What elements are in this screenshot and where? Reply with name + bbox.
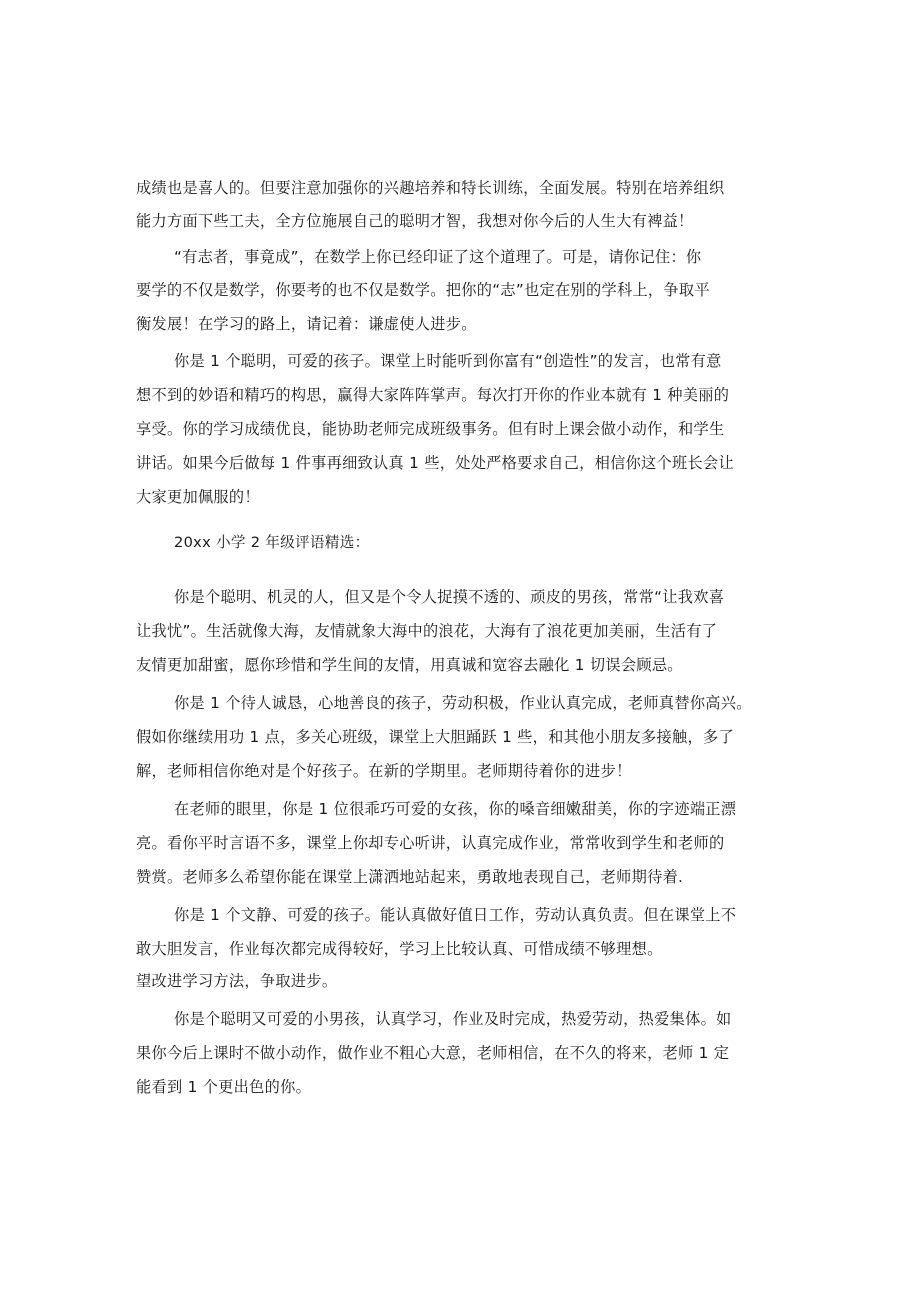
paragraph-start-line: 你是个聪明、机灵的人，但又是个令人捉摸不透的、顽皮的男孩，常常“让我欢喜 (174, 588, 725, 606)
text-line: 想不到的妙语和精巧的构思，赢得大家阵阵掌声。每次打开你的作业本就有 1 种美丽的 (136, 386, 730, 404)
text-line: 解，老师相信你绝对是个好孩子。在新的学期里。老师期待着你的进步！ (136, 762, 632, 780)
paragraph-start-line: 你是 1 个文静、可爱的孩子。能认真做好值日工作，劳动认真负责。但在课堂上不 (174, 906, 737, 924)
paragraph-start-line: “有志者，事竟成”，在数学上你已经印证了这个道理了。可是，请你记住：你 (174, 248, 702, 266)
text-line: 要学的不仅是数学，你要考的也不仅是数学。把你的“志”也定在别的学科上，争取平 (136, 281, 710, 299)
section-heading: 20xx 小学 2 年级评语精选： (174, 534, 370, 551)
text-line: 果你今后上课时不做小动作，做作业不粗心大意，老师相信，在不久的将来，老师 1 定 (136, 1044, 730, 1062)
paragraph-start-line: 你是 1 个聪明，可爱的孩子。课堂上时能听到你富有“创造性”的发言，也常有意 (174, 352, 722, 370)
text-line: 讲话。如果今后做每 1 件事再细致认真 1 些，处处严格要求自己，相信你这个班长会让 (136, 454, 734, 472)
text-line: 友情更加甜蜜，愿你珍惜和学生间的友情，用真诚和宽容去融化 1 切误会顾忌。 (136, 656, 683, 674)
paragraph-start-line: 你是个聪明又可爱的小男孩，认真学习，作业及时完成，热爱劳动，热爱集体。如 (174, 1010, 732, 1028)
text-line: 衡发展！在学习的路上，请记着：谦虚使人进步。 (136, 315, 477, 333)
text-line: 望改进学习方法，争取进步。 (136, 972, 338, 990)
paragraph-start-line: 在老师的眼里，你是 1 位很乖巧可爱的女孩，你的嗓音细嫩甜美，你的字迹端正漂 (174, 800, 737, 818)
text-line: 让我忧”。生活就像大海，友情就象大海中的浪花，大海有了浪花更加美丽，生活有了 (136, 622, 718, 640)
text-line: 享受。你的学习成绩优良，能协助老师完成班级事务。但有时上课会做小动作，和学生 (136, 420, 725, 438)
text-line: 成绩也是喜人的。但要注意加强你的兴趣培养和特长训练，全面发展。特别在培养组织 (136, 179, 725, 197)
text-line: 大家更加佩服的！ (136, 488, 260, 506)
text-line: 亮。看你平时言语不多，课堂上你却专心听讲，认真完成作业，常常收到学生和老师的 (136, 834, 725, 852)
text-line: 能力方面下些工夫，全方位施展自己的聪明才智，我想对你今后的人生大有裨益！ (136, 212, 694, 230)
text-line: 假如你继续用功 1 点，多关心班级，课堂上大胆踊跃 1 些，和其他小朋友多接触，多了 (136, 728, 734, 746)
text-line: 敢大胆发言，作业每次都完成得较好，学习上比较认真、可惜成绩不够理想。 (136, 940, 663, 958)
text-line: 赞赏。老师多么希望你能在课堂上潇洒地站起来，勇敢地表现自己，老师期待着. (136, 868, 684, 886)
text-line: 能看到 1 个更出色的你。 (136, 1078, 312, 1096)
paragraph-start-line: 你是 1 个待人诚恳，心地善良的孩子，劳动积极，作业认真完成，老师真替你高兴。 (174, 694, 752, 712)
